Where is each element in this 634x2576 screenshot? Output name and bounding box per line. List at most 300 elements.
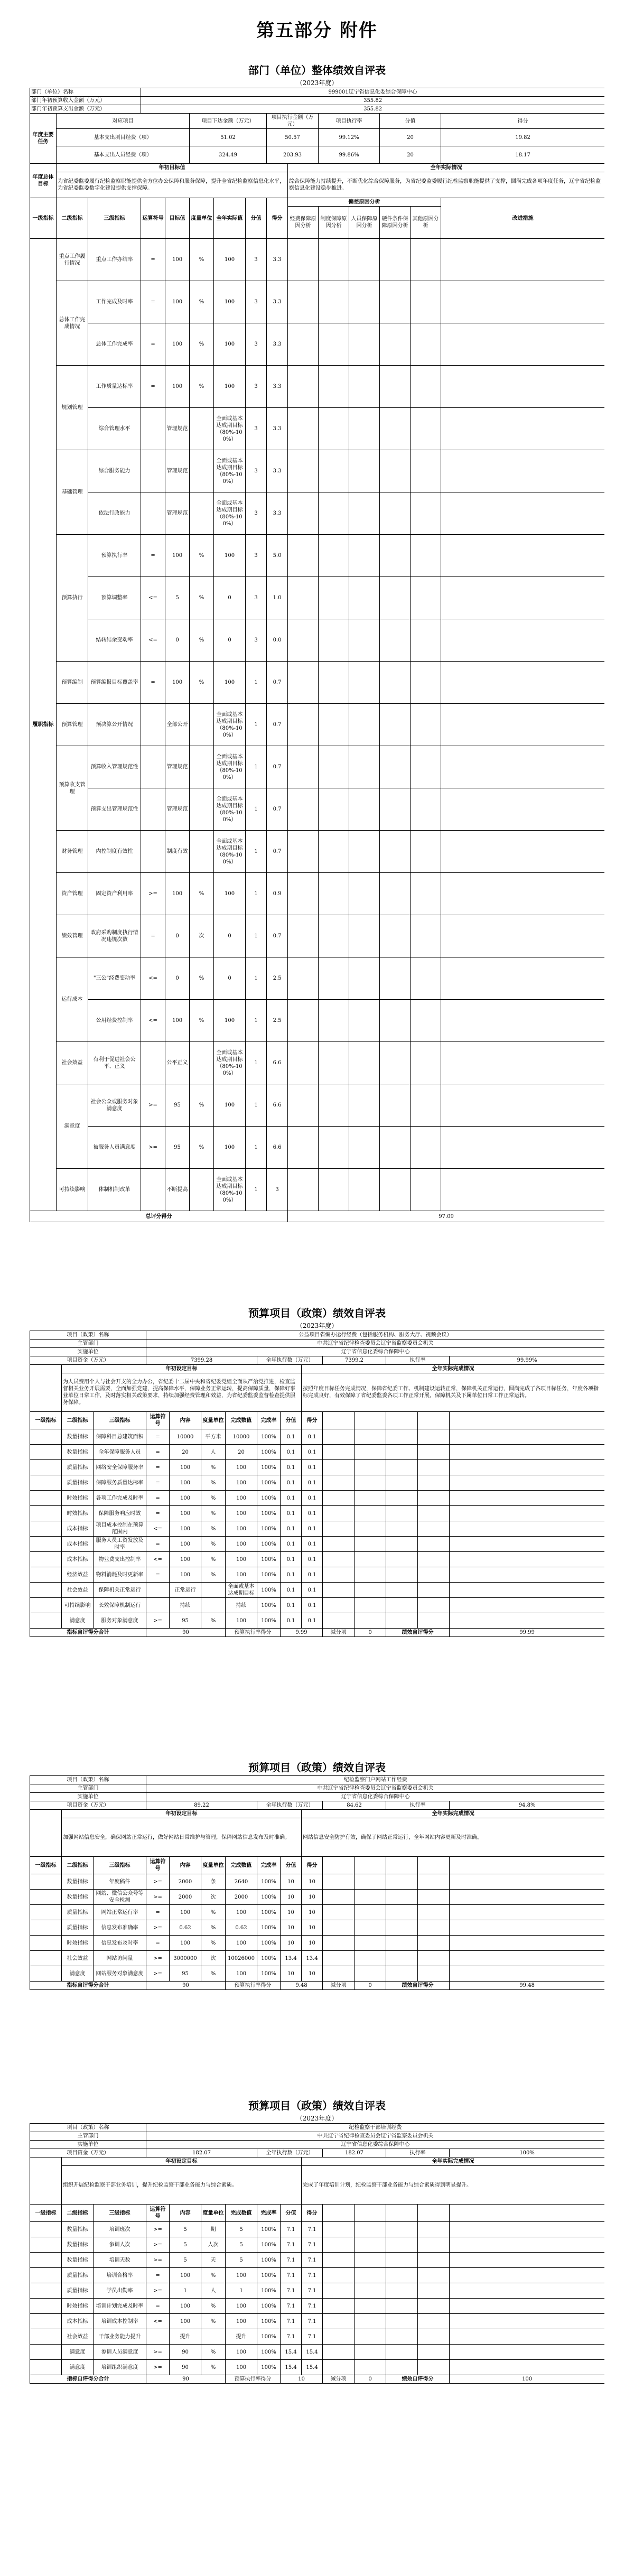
score: 7.1: [302, 2329, 323, 2345]
level2-indicator: 重点工作履行情况: [57, 239, 88, 281]
unit: %: [201, 2268, 226, 2283]
unit: 平方米: [201, 1429, 226, 1445]
deviation-cell: [288, 535, 319, 577]
deviation-cell: [319, 1042, 349, 1084]
project-kpi-row: [30, 2314, 605, 2329]
unit: %: [201, 2360, 226, 2375]
level3-indicator: 各项工作完成及时率: [94, 1491, 146, 1506]
level3-indicator: 参训人次: [94, 2237, 146, 2253]
level2-indicator: 数量指标: [62, 2237, 94, 2253]
empty-cell: [418, 2237, 450, 2253]
level1-indicator: [30, 1552, 62, 1567]
kpi-col-header: 目标值: [165, 198, 190, 239]
empty-cell: [450, 2268, 604, 2283]
level2-indicator: 数量指标: [62, 1874, 94, 1890]
empty-cell: [323, 2268, 355, 2283]
kpi-row: [30, 957, 605, 1000]
empty-cell: [323, 1920, 355, 1936]
actual-value: 100: [214, 1084, 246, 1127]
budget-value: 182.07: [146, 2149, 257, 2157]
score: 10: [302, 1966, 323, 1982]
deviation-cell: [319, 831, 349, 873]
score: 15.4: [302, 2360, 323, 2375]
level1-indicator: 履职指标: [30, 239, 57, 1211]
unit: %: [201, 1460, 226, 1475]
unit: 期: [201, 2222, 226, 2237]
level3-indicator: 参训人员满意度: [94, 2345, 146, 2360]
deviation-cell: [380, 535, 411, 577]
completion-rate: 100%: [257, 2237, 281, 2253]
empty-cell: [450, 1905, 604, 1920]
deviation-col-header: 制度保障原因分析: [319, 207, 349, 239]
unit: 次: [201, 1890, 226, 1905]
score: 7.1: [302, 2268, 323, 2283]
level3-indicator: 综合服务能力: [88, 450, 141, 492]
empty-cell: [323, 2360, 355, 2375]
total-label: 指标自评得分合计: [30, 2375, 146, 2384]
actual-value: 100: [214, 366, 246, 408]
empty-cell: [386, 1598, 418, 1613]
level3-indicator: 学员出勤率: [94, 2283, 146, 2299]
target-value: 5: [170, 2253, 201, 2268]
deviation-cell: [349, 873, 380, 915]
target-value: 管理规范: [165, 746, 190, 788]
deviation-cell: [380, 1000, 411, 1042]
operator: >=: [146, 2237, 170, 2253]
empty-cell: [418, 1598, 450, 1613]
score: 0.1: [302, 1567, 323, 1583]
level1-indicator: [30, 1567, 62, 1583]
rate-score-value: 9.99: [281, 1629, 323, 1637]
improve-cell: [441, 281, 604, 323]
empty-cell: [386, 1491, 418, 1506]
target-value: 100: [165, 239, 190, 281]
rate-label: 执行率: [386, 2149, 450, 2157]
project-kpi-row: [30, 2329, 605, 2345]
deviation-cell: [349, 1127, 380, 1169]
deviation-cell: [380, 577, 411, 619]
empty-cell: [450, 1460, 604, 1475]
deviation-cell: [288, 323, 319, 366]
unit: 条: [201, 1874, 226, 1890]
completion-rate: 100%: [257, 2268, 281, 2283]
completion-rate: 100%: [257, 1460, 281, 1475]
actual-value: 100: [226, 2268, 257, 2283]
target-value: 100: [165, 662, 190, 704]
score: 7.1: [302, 2253, 323, 2268]
actual-value: 2640: [226, 1874, 257, 1890]
empty-cell: [386, 1460, 418, 1475]
deviation-cell: [288, 281, 319, 323]
target-value: 100: [170, 1506, 201, 1521]
improve-cell: [441, 704, 604, 746]
target-value: 90: [170, 2360, 201, 2375]
operator: [141, 492, 165, 535]
target-value: 100: [170, 2299, 201, 2314]
total-label: 指标自评得分合计: [30, 1982, 146, 1990]
deduction-label: 减分项: [323, 1982, 355, 1990]
actual-value: 100: [214, 323, 246, 366]
improve-cell: [441, 619, 604, 662]
project-kpi-row: [30, 2360, 605, 2375]
operator: >=: [146, 1874, 170, 1890]
empty-cell: [355, 1936, 386, 1951]
empty-cell: [323, 2222, 355, 2237]
deviation-cell: [411, 323, 441, 366]
task-name: 基本支出项目经费（项）: [57, 129, 190, 146]
task-col-header: 项目下达金额（万元）: [190, 114, 267, 129]
empty-cell: [450, 1475, 604, 1491]
improve-cell: [441, 957, 604, 1000]
operator: [141, 704, 165, 746]
kpi-col-header: 二级指标: [62, 1412, 94, 1429]
actual-value: 100: [226, 1460, 257, 1475]
target-value: 5: [170, 2237, 201, 2253]
points: 7.1: [281, 2222, 302, 2237]
completion-rate: 100%: [257, 1905, 281, 1920]
operator: =: [146, 1460, 170, 1475]
project-info-row: [30, 2132, 605, 2141]
points: 3: [246, 408, 267, 450]
deviation-cell: [411, 239, 441, 281]
task-rate: 99.86%: [319, 146, 380, 164]
deviation-cell: [319, 1084, 349, 1127]
score: 6.6: [267, 1127, 288, 1169]
final-score-value: 99.48: [450, 1982, 604, 1990]
empty-cell: [450, 1598, 604, 1613]
level2-indicator: 规划管理: [57, 366, 88, 450]
level3-indicator: 工作完成及时率: [88, 281, 141, 323]
level2-indicator: 满意度: [62, 1613, 94, 1629]
empty-cell: [355, 1874, 386, 1890]
unit: %: [201, 1475, 226, 1491]
empty-cell: [323, 2283, 355, 2299]
level3-indicator: 固定资产利用率: [88, 873, 141, 915]
points: 1: [246, 873, 267, 915]
task-col-header: 项目执行率: [319, 114, 380, 129]
target-value: 100: [170, 1567, 201, 1583]
project-info-value: 辽宁省信息化委综合保障中心: [146, 1348, 604, 1356]
level3-indicator: 预算执行率: [88, 535, 141, 577]
score: 0.1: [302, 1583, 323, 1598]
final-score-label: 绩效自评得分: [386, 2375, 450, 2384]
deviation-cell: [288, 831, 319, 873]
project-kpi-row: [30, 1951, 605, 1966]
score: 0.1: [302, 1598, 323, 1613]
unit: %: [190, 577, 214, 619]
level2-indicator: 质量指标: [62, 1920, 94, 1936]
target-value: 管理规范: [165, 788, 190, 831]
points: 1: [246, 1042, 267, 1084]
project-table-3: [30, 2098, 604, 2563]
empty-cell: [418, 2360, 450, 2375]
target-value: 100: [165, 1000, 190, 1042]
operator: [141, 450, 165, 492]
empty-cell: [355, 1613, 386, 1629]
level3-indicator: 政府采购制度执行情况违规次数: [88, 915, 141, 957]
unit: [190, 1169, 214, 1211]
kpi-col-header: 二级指标: [62, 2205, 94, 2222]
deviation-header: 偏差原因分析: [288, 198, 441, 207]
target-value: 100: [165, 323, 190, 366]
actual-value: 100: [226, 1552, 257, 1567]
kpi-row: [30, 915, 605, 957]
points: 7.1: [281, 2237, 302, 2253]
project-title: 预算项目（政策）绩效自评表: [248, 1761, 386, 1774]
actual-value: 10000: [226, 1429, 257, 1445]
empty-cell: [450, 2360, 604, 2375]
actual-value: 100: [226, 1567, 257, 1583]
level3-indicator: 被服务人员满意度: [88, 1127, 141, 1169]
project-kpi-row: [30, 1491, 605, 1506]
deviation-cell: [319, 619, 349, 662]
project-goal-row: [30, 1373, 605, 1412]
operator: =: [146, 1491, 170, 1506]
unit: %: [201, 1491, 226, 1506]
unit: 人次: [201, 2237, 226, 2253]
kpi-extra-header: [355, 1857, 386, 1874]
level1-indicator: [30, 1445, 62, 1460]
improve-cell: [441, 746, 604, 788]
kpi-col-header: 二级指标: [62, 1857, 94, 1874]
level3-indicator: 培训成本控制率: [94, 2314, 146, 2329]
points: 3: [246, 366, 267, 408]
budget-label: 项目资金（万元）: [30, 1356, 146, 1365]
unit: %: [201, 1966, 226, 1982]
kpi-col-header: 三级指标: [94, 2205, 146, 2222]
points: 0.1: [281, 1429, 302, 1445]
empty-cell: [323, 1598, 355, 1613]
points: 1: [246, 915, 267, 957]
kpi-col-header: 一级指标: [30, 1412, 62, 1429]
target-value: 100: [170, 1936, 201, 1951]
level3-indicator: 物业费支出控制率: [94, 1552, 146, 1567]
level2-indicator: 经济效益: [62, 1567, 94, 1583]
deviation-cell: [380, 831, 411, 873]
project-info-label: 实施单位: [30, 2141, 146, 2149]
actual-value: 100: [214, 873, 246, 915]
empty-cell: [418, 1583, 450, 1598]
unit: %: [190, 957, 214, 1000]
level3-indicator: 保障服务质量达标率: [94, 1475, 146, 1491]
kpi-row: [30, 450, 605, 492]
unit: %: [201, 1552, 226, 1567]
level2-indicator: 总体工作完成情况: [57, 281, 88, 366]
project-total-row: [30, 2375, 605, 2384]
deviation-cell: [319, 746, 349, 788]
level2-indicator: 社会效益: [57, 1042, 88, 1084]
project-kpi-row: [30, 1874, 605, 1890]
empty-cell: [418, 1936, 450, 1951]
deviation-cell: [411, 957, 441, 1000]
total-label: 指标自评得分合计: [30, 1629, 146, 1637]
project-budget-row: [30, 1356, 605, 1365]
score: 3.3: [267, 366, 288, 408]
deviation-cell: [288, 1084, 319, 1127]
actual-value: 0: [214, 619, 246, 662]
kpi-col-header: 三级指标: [94, 1857, 146, 1874]
level2-indicator: 满意度: [62, 1966, 94, 1982]
empty-cell: [450, 1552, 604, 1567]
total-value: 90: [146, 1982, 226, 1990]
actual-value: 5: [226, 2253, 257, 2268]
score: 2.5: [267, 957, 288, 1000]
deviation-cell: [349, 1000, 380, 1042]
empty-cell: [355, 1506, 386, 1521]
deviation-cell: [380, 873, 411, 915]
empty-cell: [355, 2360, 386, 2375]
operator: >=: [146, 2345, 170, 2360]
task-budget: 51.02: [190, 129, 267, 146]
completion-rate: 100%: [257, 1936, 281, 1951]
level3-indicator: 预算编报目标覆盖率: [88, 662, 141, 704]
empty-cell: [418, 1475, 450, 1491]
actual-value: 100: [226, 2345, 257, 2360]
goal-row: [30, 172, 605, 198]
goal-label: 年度总体目标: [30, 164, 57, 198]
level2-indicator: 时效指标: [62, 2299, 94, 2314]
project-info-value: 公益项目省编办运行经费（包括服务机构、服务大厅、视频会议）: [146, 1331, 604, 1340]
actual-value: 0: [214, 577, 246, 619]
deviation-cell: [288, 450, 319, 492]
operator: =: [146, 1445, 170, 1460]
kpi-extra-header: [450, 1857, 604, 1874]
level1-indicator: [30, 2268, 62, 2283]
deviation-cell: [349, 1042, 380, 1084]
empty-cell: [355, 2268, 386, 2283]
empty-cell: [355, 1521, 386, 1537]
score: 6.6: [267, 1042, 288, 1084]
empty-cell: [418, 1537, 450, 1552]
deviation-cell: [288, 915, 319, 957]
budget-value: 7399.28: [146, 1356, 257, 1365]
level1-indicator: [30, 1905, 62, 1920]
deviation-cell: [411, 492, 441, 535]
actual-value: 全面或基本达成期目标（80%-100%）: [214, 831, 246, 873]
unit: %: [201, 2299, 226, 2314]
target-value: 100: [170, 1460, 201, 1475]
empty-cell: [450, 1966, 604, 1982]
unit: 人: [201, 2283, 226, 2299]
deviation-cell: [380, 746, 411, 788]
project-table: [30, 2123, 604, 2384]
empty-cell: [450, 1874, 604, 1890]
target-value: 5: [165, 577, 190, 619]
project-year: （2023年度）: [296, 2115, 338, 2122]
empty-cell: [450, 1890, 604, 1905]
level2-indicator: 预算管理: [57, 704, 88, 746]
points: 1: [246, 1084, 267, 1127]
empty-cell: [355, 1966, 386, 1982]
deviation-cell: [411, 1127, 441, 1169]
task-row: [30, 129, 605, 146]
improve-cell: [441, 1042, 604, 1084]
deviation-cell: [380, 281, 411, 323]
score: 5.0: [267, 535, 288, 577]
deviation-cell: [319, 873, 349, 915]
target-value: 95: [170, 1613, 201, 1629]
total-label: 总评分得分: [30, 1211, 288, 1222]
level2-indicator: 满意度: [62, 2345, 94, 2360]
empty-cell: [418, 2222, 450, 2237]
kpi-col-header: 全年实际值: [214, 198, 246, 239]
level3-indicator: 综合管理水平: [88, 408, 141, 450]
unit: %: [190, 535, 214, 577]
kpi-extra-header: [386, 1857, 418, 1874]
deviation-cell: [411, 915, 441, 957]
target-value: 100: [165, 873, 190, 915]
operator: =: [146, 2268, 170, 2283]
improve-cell: [441, 1169, 604, 1211]
deviation-cell: [349, 281, 380, 323]
level1-indicator: [30, 1583, 62, 1598]
level3-indicator: 预算调整率: [88, 577, 141, 619]
score: 0.1: [302, 1613, 323, 1629]
actual-value: 100: [226, 1936, 257, 1951]
empty-cell: [418, 1951, 450, 1966]
operator: >=: [146, 2283, 170, 2299]
empty-cell: [355, 1583, 386, 1598]
empty-cell: [323, 1537, 355, 1552]
empty-cell: [450, 1951, 604, 1966]
task-score: 18.17: [441, 146, 604, 164]
points: 15.4: [281, 2360, 302, 2375]
kpi-col-header: 内容: [170, 1857, 201, 1874]
empty-cell: [355, 1567, 386, 1583]
completion-rate: 100%: [257, 2299, 281, 2314]
empty-cell: [418, 1460, 450, 1475]
deduction-value: 0: [355, 1629, 386, 1637]
final-score-label: 绩效自评得分: [386, 1629, 450, 1637]
kpi-row: [30, 1169, 605, 1211]
project-info-row: [30, 2124, 605, 2132]
level1-indicator: [30, 1429, 62, 1445]
rate-label: 执行率: [386, 1801, 450, 1810]
actual-value: 全面或基本达成期目标（80%-100%）: [214, 746, 246, 788]
project-goal-header-row: [30, 1810, 605, 1818]
operator: [146, 1583, 170, 1598]
operator: =: [141, 281, 165, 323]
level2-indicator: 质量指标: [62, 1475, 94, 1491]
deviation-cell: [349, 831, 380, 873]
level2-indicator: 质量指标: [62, 1905, 94, 1920]
unit: [190, 492, 214, 535]
empty-cell: [450, 1491, 604, 1506]
project-info-row: [30, 1776, 605, 1784]
score: 0.1: [302, 1460, 323, 1475]
score: 7.1: [302, 2299, 323, 2314]
completion-rate: 100%: [257, 2360, 281, 2375]
points: 0.1: [281, 1475, 302, 1491]
project-total-row: [30, 1629, 605, 1637]
project-kpi-row: [30, 2299, 605, 2314]
kpi-row: [30, 746, 605, 788]
deviation-cell: [288, 788, 319, 831]
goal-actual-header: 全年实际完成情况: [302, 1365, 604, 1373]
deviation-cell: [411, 1084, 441, 1127]
score: 0.1: [302, 1521, 323, 1537]
kpi-extra-header: [355, 2205, 386, 2222]
empty-cell: [386, 2253, 418, 2268]
deviation-cell: [349, 1084, 380, 1127]
unit: [190, 1042, 214, 1084]
kpi-row: [30, 1000, 605, 1042]
empty-cell: [355, 1598, 386, 1613]
kpi-extra-header: [355, 1412, 386, 1429]
empty-cell: [386, 1920, 418, 1936]
level3-indicator: 重点工作办结率: [88, 239, 141, 281]
empty-cell: [323, 1567, 355, 1583]
